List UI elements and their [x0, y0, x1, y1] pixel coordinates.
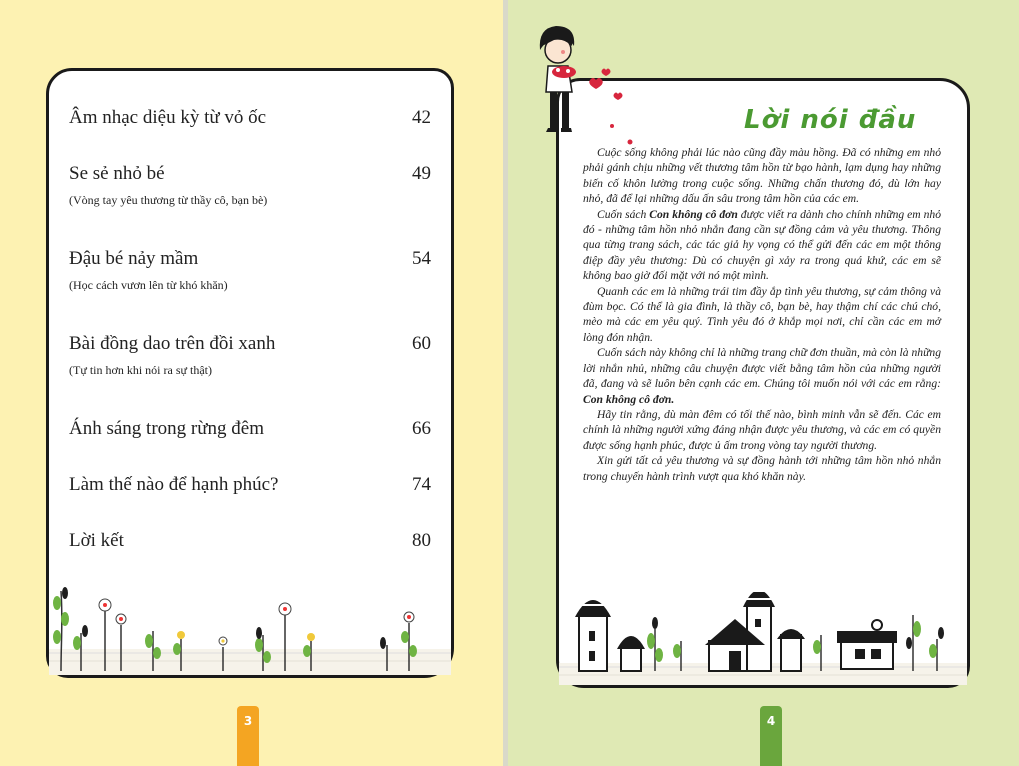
toc-entry-title: Se sẻ nhỏ bé [69, 163, 165, 184]
foreword-card [556, 78, 970, 688]
toc-entry-title: Lời kết [69, 530, 124, 551]
village-houses-illustration [559, 579, 967, 685]
foreword-paragraph: Quanh các em là những trái tim đầy ắp tình yêu thương, sự cảm thông và đùm bọc. Có thể là gia đình, là thầy cô, bạn bè, hay thậm chí các chú chó, mèo mà các em yêu quý. Tình yêu đó ở khắp mọi nơi, chỉ cần các em mở lòng đón nhận. [583, 284, 941, 344]
page-number-tab-right: 4 [760, 706, 782, 766]
toc-entry-page: 54 [412, 248, 431, 269]
toc-entry-title: Đậu bé nảy mầm [69, 248, 199, 269]
toc-entry-subtitle: (Vòng tay yêu thương từ thầy cô, bạn bè) [69, 193, 268, 207]
toc-entry-subtitle: (Tự tin hơn khi nói ra sự thật) [69, 363, 212, 377]
foreword-paragraph: Cuộc sống không phải lúc nào cũng đầy màu hồng. Đã có những em nhỏ phải gánh chịu những vết thương tâm hồn từ bạo hành, lạm dụng hay những biến cố khôn lường trong cuộc sống. Những chấn thương đó, dù lớn hay nhỏ, đã để lại những dấu ấn sâu trong tâm hồn của các em. [583, 146, 941, 206]
toc-entry-subtitle: (Học cách vươn lên từ khó khăn) [69, 278, 228, 292]
foreword-heading: Lời nói đầu [744, 105, 917, 135]
foreword-paragraph: Hãy tin rằng, dù màn đêm có tối thế nào, bình minh vẫn sẽ đến. Các em chính là những người xứng đáng nhận được yêu thương, và các em có quyền được sống hạnh phúc, được ủ ấm trong vòng tay người thương. [583, 407, 941, 452]
foreword-paragraph: Xin gửi tất cả yêu thương và sự đồng hành tới những tâm hồn nhỏ nhắn trong chuyến hành trình vượt qua khó khăn này. [583, 454, 941, 483]
flower-meadow-illustration [49, 581, 451, 675]
toc-entry-page: 42 [412, 107, 431, 128]
girl-with-hearts-illustration [534, 22, 644, 152]
page-number-tab-left: 3 [237, 706, 259, 766]
toc-entry-title: Ánh sáng trong rừng đêm [69, 418, 264, 439]
left-page [0, 0, 503, 766]
toc-entry-title: Âm nhạc diệu kỳ từ vỏ ốc [69, 107, 267, 128]
foreword-text: Cuốn sách [597, 207, 650, 221]
foreword-text: Cuốn sách này không chỉ là những trang chữ đơn thuần, mà còn là những lời nhắn nhủ, những câu chuyện được viết bằng tâm hồn của những người đã, đang và sẽ luôn bên cạnh các em. Chúng tôi muốn nói với các em rằng: [583, 346, 941, 391]
toc-entry-page: 74 [412, 474, 431, 495]
foreword-body [583, 145, 941, 484]
foreword-text: được viết ra dành cho chính những em nhỏ đó - những tâm hồn nhỏ nhắn đang cần sự đồng cảm và yêu thương. Thông qua từng trang sách, các tác giả hy vọng có thể gửi đến các em một thông điệp đầy yêu thương: Dù có chuyện gì xảy ra trong quá khứ, các em sẽ không bao giờ đối mặt với nó một mình. [583, 207, 942, 283]
toc-entry-title: Làm thế nào để hạnh phúc? [69, 474, 279, 495]
toc-card [46, 68, 454, 678]
toc-entry-page: 60 [412, 333, 431, 354]
foreword-paragraph [583, 207, 941, 284]
book-title-emphasis: Con không cô đơn. [583, 392, 675, 406]
toc-entry-title: Bài đồng dao trên đồi xanh [69, 333, 276, 354]
toc-entry-page: 66 [412, 418, 431, 439]
right-page [508, 0, 1019, 766]
foreword-paragraph [583, 345, 941, 407]
toc-entry-page: 80 [412, 530, 431, 551]
toc-entry-page: 49 [412, 163, 431, 184]
book-title-emphasis: Con không cô đơn [649, 207, 738, 221]
